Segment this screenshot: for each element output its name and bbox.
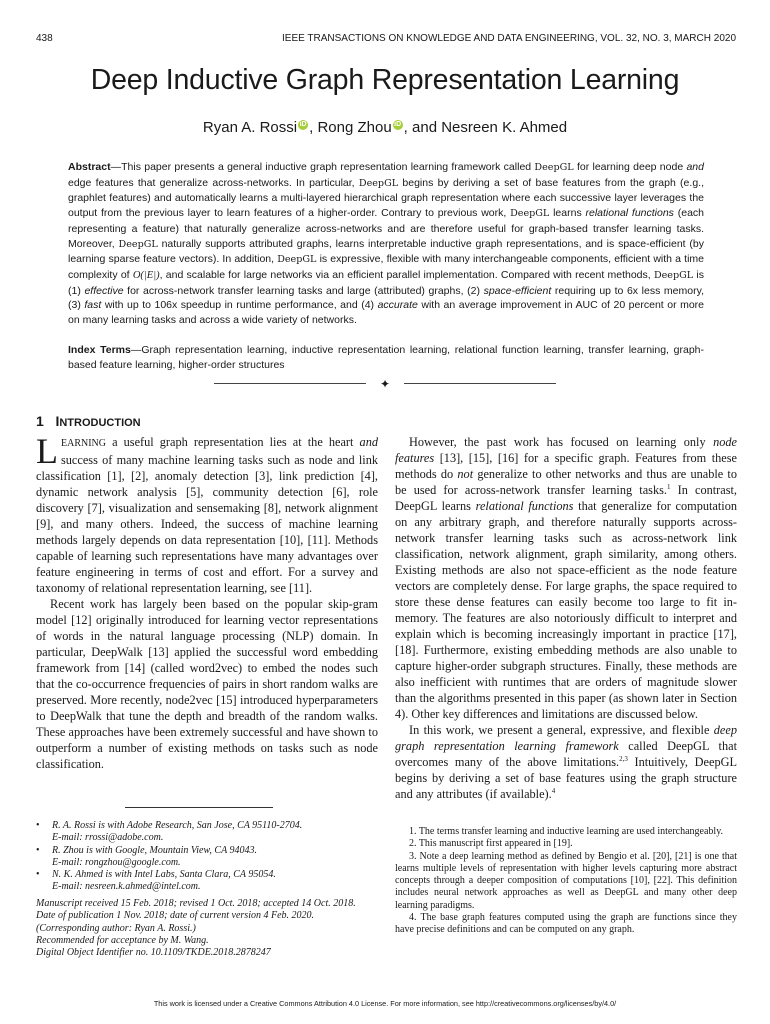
doi-line[interactable]: Digital Object Identifier no. 10.1109/TKDE.2018.2878247 [36, 947, 271, 959]
abstract-text: with an average improvement in AUC of 20 percent or more on many learning tasks and across a wide variety of networks. [68, 299, 705, 327]
paragraph-text: node features [395, 435, 737, 466]
divider-line [404, 383, 556, 384]
footnote-ref[interactable]: 2,3 [619, 755, 628, 764]
orcid-icon[interactable]: iD [394, 121, 402, 128]
footnote [395, 851, 737, 912]
paragraph-text: [13], [15], [16] for a specific graph. Features from these methods do [395, 451, 737, 482]
abstract-text: is expressive, flexible with many interchangeable components, efficient with a time complexity of [68, 253, 704, 281]
manuscript-info [36, 898, 378, 959]
paragraph-text: However, the past work has focused on learning only [409, 435, 714, 449]
footnote: 4. The base graph features computed using the graph are functions since they have precise definitions and can be computed on any graph. [395, 912, 737, 936]
abstract-text: fast [84, 299, 102, 312]
abstract-text: learns [549, 207, 586, 220]
running-header: IEEE TRANSACTIONS ON KNOWLEDGE AND DATA ENGINEERING, VOL. 32, NO. 3, MARCH 2020 [282, 33, 736, 44]
body-column-left [36, 431, 378, 772]
author-name: Ryan A. Rossi [202, 119, 298, 136]
manuscript-line: Recommended for acceptance by M. Wang. [36, 934, 209, 946]
body-column-right [395, 434, 737, 802]
index-terms [68, 343, 704, 373]
affiliation-item [52, 845, 378, 870]
paragraph-lead: EARNING [61, 438, 106, 449]
email-link[interactable]: E-mail: rongzhou@google.com. [52, 856, 181, 868]
manuscript-line: (Corresponding author: Ryan A. Rossi.) [36, 922, 196, 934]
divider-line [214, 383, 366, 384]
abstract-text: for across-network transfer learning tasks and large (attributed) graphs, (2) [123, 284, 484, 297]
page-number: 438 [36, 33, 53, 44]
email-link[interactable]: E-mail: rrossi@adobe.com. [52, 832, 164, 844]
paragraph-text: generalize to other networks and thus are unable to be used for across-network transfer learning tasks. [395, 467, 737, 498]
abstract-text: (each representing a feature) that naturally generalize across-networks and are therefore useful for graph-based transfer learning tasks. Moreover, [68, 207, 704, 250]
affiliation-item [52, 820, 378, 845]
paragraph-text: success of many machine learning tasks such as node and link classification [1], [2], anomaly detection [3], link prediction [4], dynamic network analysis [5], community detection [6], role discovery [7], visualization and sensemaking [8], network alignment [9], and many others. Indeed, the success of machine learning methods largely depends on data representation [10], [11]. Methods capable of learning such representations have many advantages over feature engineering in terms of cost and effort. For a survey and taxonomy of relational representation learning, see [11]. [36, 453, 378, 596]
footnote-ref[interactable]: 4 [551, 787, 556, 796]
author-separator: , [309, 119, 318, 136]
method-name: DeepGL [277, 254, 317, 266]
abstract-text: relational functions [585, 207, 674, 220]
abstract-text: and [686, 161, 704, 173]
abstract-text: is (1) [68, 268, 704, 297]
affiliation-item [52, 869, 378, 894]
diamond-ornament-icon: ✦ [380, 377, 391, 391]
method-name: DeepGL [118, 238, 158, 250]
paragraph-text: and [359, 435, 378, 449]
paragraph-text: deep graph representation learning framework [395, 723, 737, 754]
section-number: 1 [36, 413, 44, 429]
method-name: DeepGL [534, 162, 574, 173]
abstract-text: space-efficient [483, 284, 552, 297]
email-link[interactable]: E-mail: nesreen.k.ahmed@intel.com. [52, 881, 201, 893]
manuscript-line: Manuscript received 15 Feb. 2018; revised 1 Oct. 2018; accepted 14 Oct. 2018. [36, 898, 356, 909]
section-title: I [55, 413, 60, 429]
method-name: DeepGL [358, 177, 399, 189]
footnote-text: and many other deep learning paradigms. [395, 887, 737, 911]
author-affiliations [36, 820, 378, 894]
abstract-text: with up to 106x speedup in runtime performance, and (4) [101, 299, 378, 312]
footnotes [395, 826, 737, 937]
method-name: DeepGL [510, 208, 550, 220]
complexity-formula: O(|E|) [132, 269, 160, 281]
abstract-text: —This paper presents a general inductive graph representation learning framework called [110, 161, 535, 173]
footnote-ref[interactable]: 1 [666, 482, 671, 491]
footnote: 2. This manuscript first appeared in [19]. [409, 838, 573, 850]
paragraph-text: In contrast, DeepGL learns [395, 483, 737, 514]
affiliation-text: N. K. Ahmed is with Intel Labs, Santa Clara, CA 95054. [52, 869, 276, 881]
paragraph: Recent work has largely been based on the popular skip-gram model [12] originally introduced for learning vector representations of words in the natural language processing (NLP) domain. In particular, DeepWalk [13] applied the successful word embedding framework from [14] (called word2vec) to embed the nodes such that the co-occurrence frequencies of pairs in short random walks are preserved. More recently, node2vec [15] introduced hyperparameters to DeepWalk that tune the depth and breadth of the random walks. These approaches have been extremely successful and have shown to outperform a number of existing methods on tasks such as node classification. [36, 597, 378, 772]
abstract-text: effective [84, 284, 124, 297]
abstract-text: accurate [377, 299, 418, 312]
paragraph-text: not [457, 467, 474, 482]
author-list [0, 119, 770, 136]
paper-title: Deep Inductive Graph Representation Learning [90, 64, 680, 96]
footnote: 1. The terms transfer learning and inductive learning are used interchangeably. [409, 826, 724, 837]
manuscript-line: Date of publication 1 Nov. 2018; date of current version 4 Feb. 2020. [36, 910, 315, 922]
paragraph-text: In this work, we present a general, expressive, and flexible [409, 723, 714, 738]
orcid-icon[interactable]: iD [299, 121, 307, 128]
paragraph-text: relational functions [475, 499, 574, 514]
section-divider [214, 377, 556, 391]
abstract-text: requiring up to 6x less memory, (3) [68, 284, 704, 312]
abstract-text: begins by deriving a set of base features from the graph (e.g., graphlet features) and automatically learns a multi-layered hierarchical graph representation where each successive layer leverages the output from the previous layer to learn features of a higher-order. Contrary to previous work, [68, 176, 704, 220]
abstract-label: Abstract [68, 161, 111, 173]
author-name: Rong Zhou [317, 119, 392, 136]
paragraph-text: a useful graph representation lies at the heart [106, 435, 360, 449]
paragraph-text: called DeepGL that overcomes many of the above limitations. [395, 739, 737, 770]
abstract-text: , and scalable for large networks via an efficient parallel implementation. Compared with recent methods, [159, 268, 654, 281]
abstract [68, 160, 704, 328]
method-name: DeepGL [653, 269, 694, 281]
index-terms-text: —Graph representation learning, inductive representation learning, relational function learning, transfer learning, graph-based feature learning, higher-order structures [68, 344, 704, 371]
abstract-text: naturally supports attributed graphs, learns interpretable inductive graph representations, and is space-efficient (by learning sparse feature vectors). In addition, [68, 237, 704, 266]
author-name: , and Nesreen K. Ahmed [403, 119, 568, 136]
paragraph [395, 722, 737, 802]
abstract-text: for learning deep node [573, 161, 687, 173]
affiliation-text: R. Zhou is with Google, Mountain View, CA 94043. [52, 844, 257, 856]
section-title: NTRODUCTION [59, 417, 141, 429]
index-terms-label: Index Terms [68, 344, 131, 356]
license-notice[interactable]: This work is licensed under a Creative Commons Attribution 4.0 License. For more information, see http://creativecommons.org/licenses/by/4.0/ [153, 999, 617, 1008]
footnote-rule [125, 807, 273, 808]
paragraph-text: Intuitively, DeepGL begins by deriving a set of base features using the graph structure and any attributes (if available). [395, 755, 737, 802]
paragraph [36, 431, 378, 596]
section-heading [36, 413, 141, 429]
drop-cap: L [36, 431, 58, 471]
method-name: DeepGL [604, 887, 639, 899]
footnote-text: 3. Note a deep learning method as defined by Bengio et al. [20], [21] is one that learns multiple levels of representation with higher levels capturing more abstract concepts through a deeper composition of computations [10], [22]. This definition includes neural network approaches as well as [395, 850, 737, 899]
affiliation-text: R. A. Rossi is with Adobe Research, San Jose, CA 95110-2704. [52, 820, 303, 831]
paragraph [395, 434, 737, 722]
abstract-text: edge features that generalize across-networks. In particular, [68, 176, 359, 189]
paragraph-text: that generalize for computation on any arbitrary graph, and therefore naturally supports across-network transfer learning tasks such as across-network link classification, network alignment, graph similarity, among others. Existing methods are also not space-efficient as the node feature vectors are completely dense. For large graphs, the space required to store these dense features can easily become too large to fit in-memory. The features are also notoriously difficult to interpret and explain which is becoming increasingly important in practice [17], [18]. Furthermore, existing embedding methods are also unable to capture higher-order subgraph structures. Finally, these methods are also inefficient with runtimes that are orders of magnitude slower than the algorithms presented in this paper (as shown later in Section 4). Other key differences and limitations are discussed below. [395, 499, 738, 722]
